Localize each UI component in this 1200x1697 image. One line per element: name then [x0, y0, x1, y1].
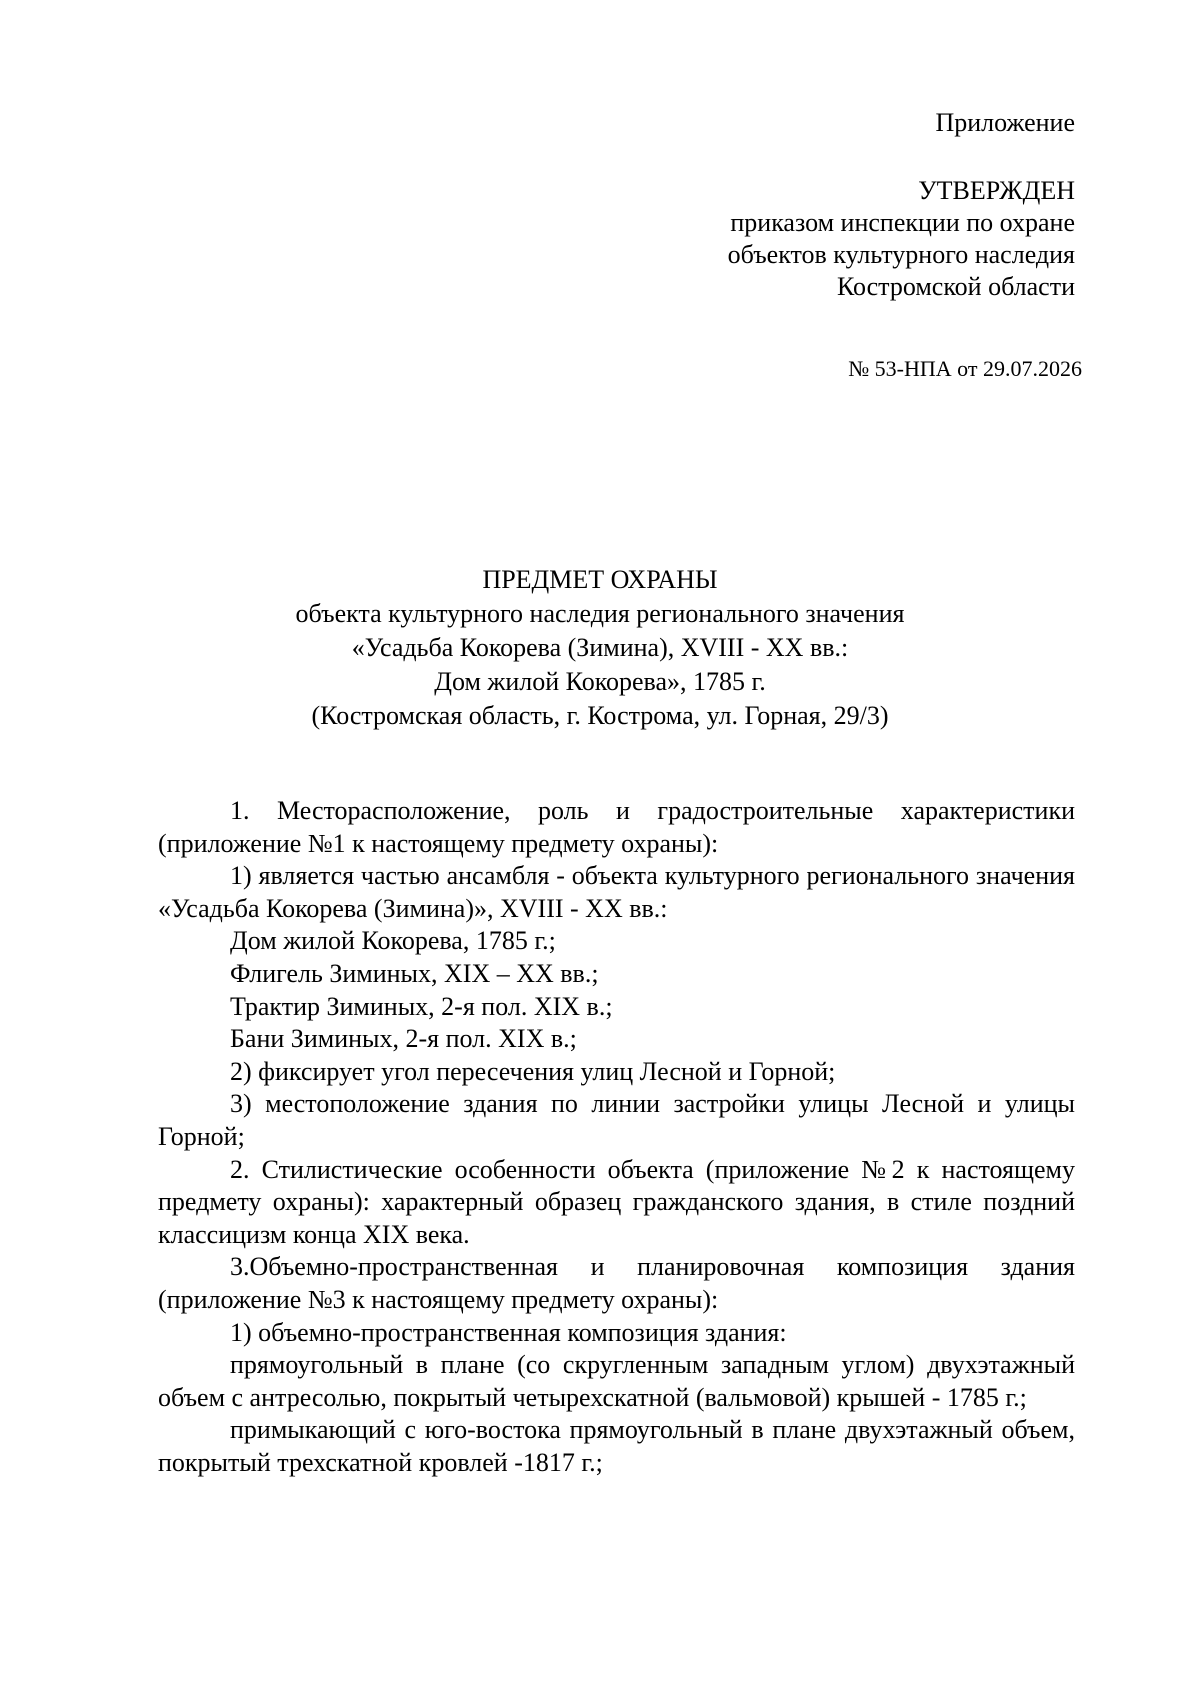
paragraph: 1. Месторасположение, роль и градостроительные характеристики (приложение №1 к настоящему предмету охраны): [158, 796, 1075, 858]
list-item: Бани Зиминых, 2-я пол. XIX в.; [230, 1024, 577, 1054]
paragraph: 3) местоположение здания по линии застройки улицы Лесной и улицы Горной; [158, 1089, 1075, 1151]
approval-line: Костромской области [836, 272, 1075, 301]
title-line: Дом жилой Кокорева», 1785 г. [434, 667, 766, 696]
document-body [158, 795, 1075, 1479]
title-address: (Костромская область, г. Кострома, ул. Горная, 29/3) [311, 701, 889, 730]
list-item: Флигель Зиминых, XIX – XX вв.; [230, 958, 599, 988]
appendix-label: Приложение [935, 108, 1075, 137]
paragraph: 3.Объемно-пространственная и планировочная композиция здания (приложение №3 к настоящему предмету охраны): [158, 1252, 1075, 1314]
approval-line: объектов культурного наследия [727, 240, 1075, 269]
paragraph: прямоугольный в плане (со скругленным западным углом) двухэтажный объем с антресолью, покрытый четырехскатной (вальмовой) крышей - 1785 г.; [158, 1350, 1075, 1412]
title-heading: ПРЕДМЕТ ОХРАНЫ [482, 565, 718, 594]
list-item: Дом жилой Кокорева, 1785 г.; [230, 926, 556, 956]
paragraph: 1) является частью ансамбля - объекта культурного регионального значения «Усадьба Кокорева (Зимина)», XVIII - XX вв.: [158, 861, 1075, 923]
title-line: объекта культурного наследия регионального значения [295, 599, 905, 628]
list-item: Трактир Зиминых, 2-я пол. XIX в.; [230, 991, 613, 1021]
title-line: «Усадьба Кокорева (Зимина), XVIII - XX вв.: [351, 633, 849, 662]
paragraph: 2) фиксирует угол пересечения улиц Лесной и Горной; [230, 1056, 836, 1086]
paragraph: 1) объемно-пространственная композиция здания: [230, 1317, 787, 1347]
order-number: № 53-НПА от 29.07.2026 [848, 356, 1082, 381]
paragraph: 2. Стилистические особенности объекта (приложение №2 к настоящему предмету охраны): характерный образец гражданского здания, в стиле поздний классицизм конца XIX века. [158, 1154, 1075, 1249]
approval-line: приказом инспекции по охране [730, 208, 1075, 237]
approval-heading: УТВЕРЖДЕН [918, 176, 1075, 205]
document-title [0, 563, 1200, 733]
paragraph: примыкающий с юго-востока прямоугольный в плане двухэтажный объем, покрытый трехскатной кровлей -1817 г.; [158, 1415, 1075, 1477]
